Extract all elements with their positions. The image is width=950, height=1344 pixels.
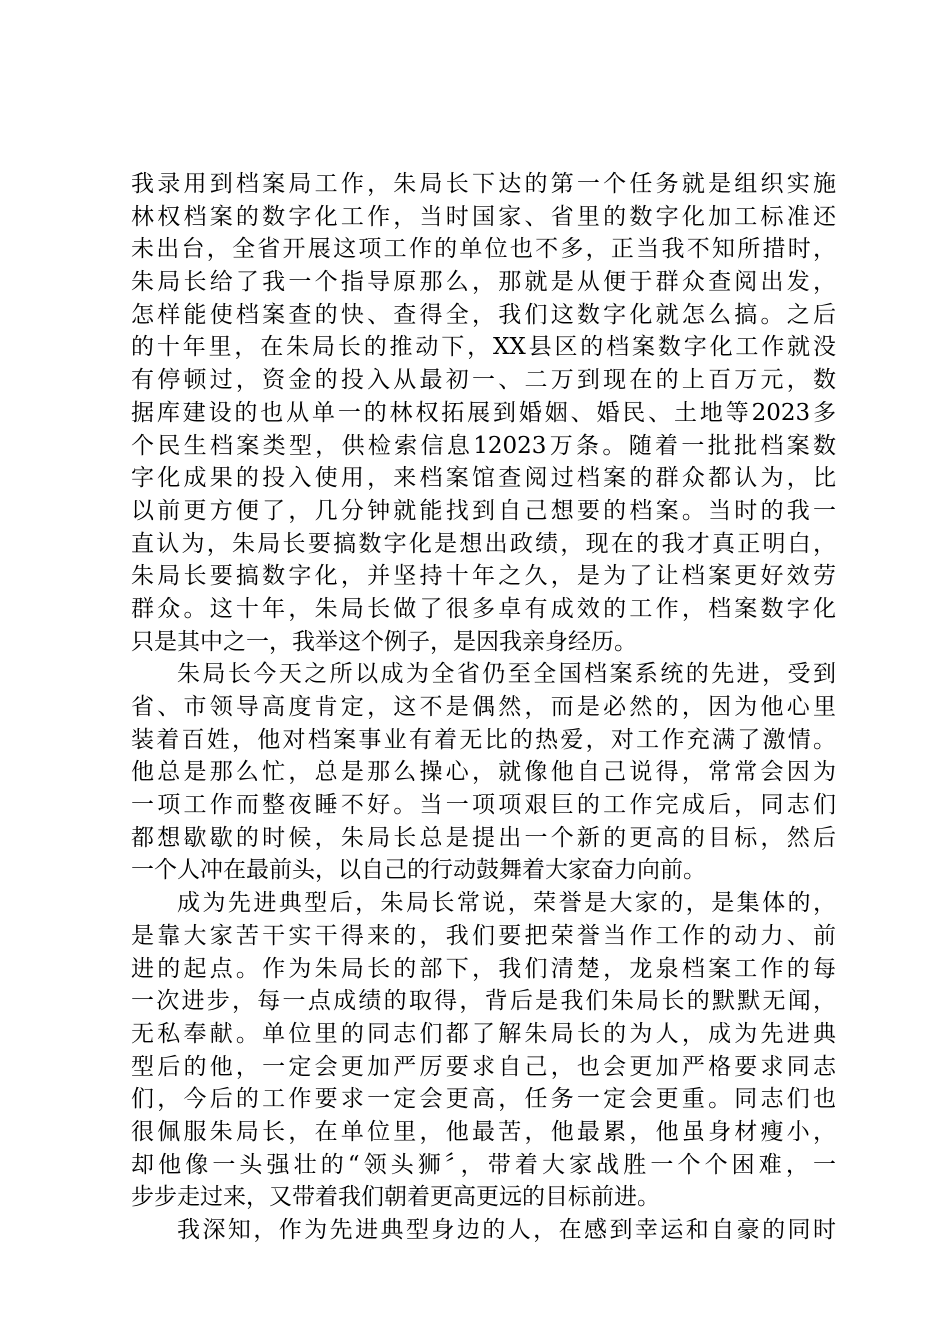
text-line: 群众。这十年，朱局长做了很多卓有成效的工作，档案数字化	[131, 595, 836, 622]
text-line: 很佩服朱局长，在单位里，他最苦，他最累，他虽身材瘦小，	[131, 1118, 836, 1145]
text-line: 只是其中之一，我举这个例子，是因我亲身经历。	[131, 628, 637, 655]
text-line: 字化成果的投入使用，来档案馆查阅过档案的群众都认为，比	[131, 465, 836, 492]
text-line: 怎样能使档案查的快、查得全，我们这数字化就怎么搞。之后	[131, 301, 836, 328]
paragraph-2	[131, 658, 836, 887]
text-line: 都想歇歇的时候，朱局长总是提出一个新的更高的目标，然后	[131, 824, 836, 851]
text-line: 无私奉献。单位里的同志们都了解朱局长的为人，成为先进典	[131, 1020, 836, 1047]
text-line: 型后的他，一定会更加严厉要求自己，也会更加严格要求同志	[131, 1053, 836, 1080]
text-line: 省、市领导高度肯定，这不是偶然，而是必然的，因为他心里	[131, 694, 836, 720]
text-line: 一次进步，每一点成绩的取得，背后是我们朱局长的默默无闻，	[131, 988, 836, 1015]
paragraph-3	[131, 887, 836, 1214]
text-line: 成为先进典型后，朱局长常说，荣誉是大家的，是集体的，	[177, 890, 836, 917]
text-line: 装着百姓，他对档案事业有着无比的热爱，对工作充满了激情。	[131, 726, 836, 753]
text-line: 未出台，全省开展这项工作的单位也不多，正当我不知所措时，	[131, 236, 836, 263]
text-line: 进的起点。作为朱局长的部下，我们清楚，龙泉档案工作的每	[131, 955, 836, 982]
text-line: 林权档案的数字化工作，当时国家、省里的数字化加工标准还	[131, 203, 836, 230]
text-line: 我录用到档案局工作，朱局长下达的第一个任务就是组织实施	[131, 171, 836, 197]
text-line: 有停顿过，资金的投入从最初一、二万到现在的上百万元，数	[131, 367, 836, 394]
text-line: 他总是那么忙，总是那么操心，就像他自己说得，常常会因为	[131, 759, 836, 786]
body-text	[131, 168, 836, 1247]
text-line: 朱局长要搞数字化，并坚持十年之久，是为了让档案更好效劳	[131, 563, 836, 590]
text-line: 我深知，作为先进典型身边的人，在感到幸运和自豪的同时	[177, 1217, 836, 1243]
text-line: 以前更方便了，几分钟就能找到自己想要的档案。当时的我一	[131, 497, 836, 524]
text-line: 一项工作而整夜睡不好。当一项项艰巨的工作完成后，同志们	[131, 792, 836, 819]
text-line: 一个人冲在最前头，以自己的行动鼓舞着大家奋力向前。	[131, 857, 706, 884]
text-line: 朱局长今天之所以成为全省仍至全国档案系统的先进，受到	[177, 661, 836, 688]
paragraph-4	[131, 1214, 836, 1247]
text-line: 却他像一头强壮的“领头狮〞，带着大家战胜一个个困难，一	[131, 1151, 836, 1178]
text-line: 直认为，朱局长要搞数字化是想出政绩，现在的我才真正明白，	[131, 530, 836, 557]
text-line: 们，今后的工作要求一定会更高，任务一定会更重。同志们也	[131, 1086, 836, 1113]
text-line: 是靠大家苦干实干得来的，我们要把荣誉当作工作的动力、前	[131, 922, 836, 949]
text-line: 据库建设的也从单一的林权拓展到婚姻、婚民、土地等2023多	[131, 399, 836, 426]
text-line: 步步走过来，又带着我们朝着更高更远的目标前进。	[131, 1184, 660, 1211]
text-line: 朱局长给了我一个指导原那么，那就是从便于群众查阅出发，	[131, 269, 836, 296]
text-line: 个民生档案类型，供检索信息12023万条。随着一批批档案数	[131, 432, 836, 459]
paragraph-1	[131, 168, 836, 658]
text-line: 的十年里，在朱局长的推动下，XX县区的档案数字化工作就没	[131, 334, 836, 361]
